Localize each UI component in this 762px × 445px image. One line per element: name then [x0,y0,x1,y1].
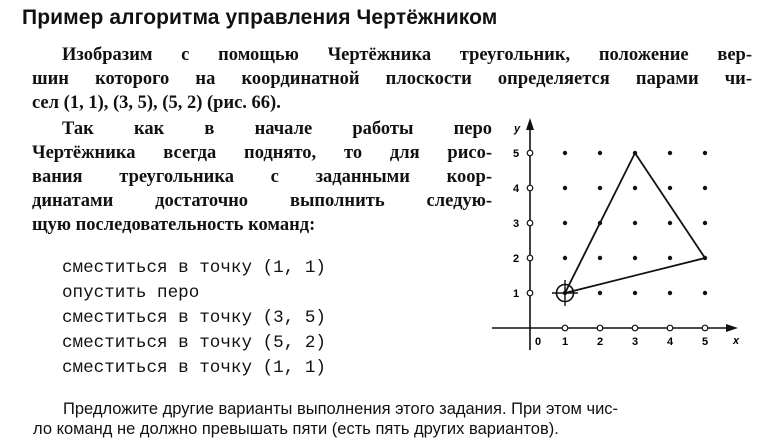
grid-dot [563,256,567,260]
para2-line-5: щую последовательность команд: [32,215,316,235]
grid-dot [703,291,707,295]
pen-start-marker [552,280,578,306]
origin-label: 0 [535,336,542,348]
x-tick-mark [702,325,708,331]
grid-dot [598,186,602,190]
grid-dot [703,186,707,190]
para2-line-4: динатами достаточно выполнить следую- [32,191,492,211]
y-tick-mark [527,220,533,226]
x-tick-mark [562,325,568,331]
para1-line-1: Изобразим с помощью Чертёжника треугольник, положение вер- [62,45,752,65]
grid-dot [563,151,567,155]
footer-line-2: ло команд не должно превышать пяти (есть пять других вариантов). [33,420,559,438]
command-4: сместиться в точку (5, 2) [62,333,326,353]
y-axis-label: y [514,123,521,135]
grid-dot [668,256,672,260]
para2-line-2: Чертёжника всегда поднято, то для рисо- [32,143,492,163]
x-tick-label: 3 [632,336,639,348]
y-axis-arrow [526,118,534,130]
x-tick-label: 2 [597,336,604,348]
para1-line-3: сел (1, 1), (3, 5), (5, 2) (рис. 66). [32,93,281,113]
y-tick-mark [527,185,533,191]
command-2: опустить перо [62,283,200,303]
grid-dot [668,151,672,155]
grid-dot [633,186,637,190]
x-tick-mark [597,325,603,331]
y-tick-label: 2 [513,253,520,265]
grid-dot [598,291,602,295]
command-3: сместиться в точку (3, 5) [62,308,326,328]
x-tick-mark [632,325,638,331]
y-tick-mark [527,150,533,156]
section-heading: Пример алгоритма управления Чертёжником [22,6,498,29]
grid-dot [563,186,567,190]
y-tick-mark [527,290,533,296]
grid-dot [668,186,672,190]
y-tick-label: 3 [513,218,520,230]
grid-dot [703,221,707,225]
grid-dot [668,291,672,295]
x-axis-arrow [726,324,738,332]
grid-dot [563,221,567,225]
grid-dot [598,151,602,155]
command-5: сместиться в точку (1, 1) [62,358,326,378]
para2-line-3: вания треугольника с заданными коор- [32,167,492,187]
y-tick-mark [527,255,533,261]
grid-dot [668,221,672,225]
footer-line-1: Предложите другие варианты выполнения этого задания. При этом чис- [63,400,619,418]
x-tick-label: 4 [667,336,674,348]
y-tick-label: 5 [513,148,520,160]
coordinate-grid-figure [480,118,750,358]
grid-dot [633,291,637,295]
y-tick-label: 4 [513,183,520,195]
grid-dot [598,256,602,260]
grid-dot [633,221,637,225]
para2-line-1: Так как в начале работы перо [62,119,492,139]
command-1: сместиться в точку (1, 1) [62,258,326,278]
x-tick-label: 5 [702,336,709,348]
x-axis-label: x [733,335,740,347]
y-tick-label: 1 [513,288,520,300]
para1-line-2: шин которого на координатной плоскости определяется парами чи- [32,69,752,89]
x-tick-mark [667,325,673,331]
x-tick-label: 1 [562,336,569,348]
grid-dot [633,256,637,260]
grid-dot [703,151,707,155]
